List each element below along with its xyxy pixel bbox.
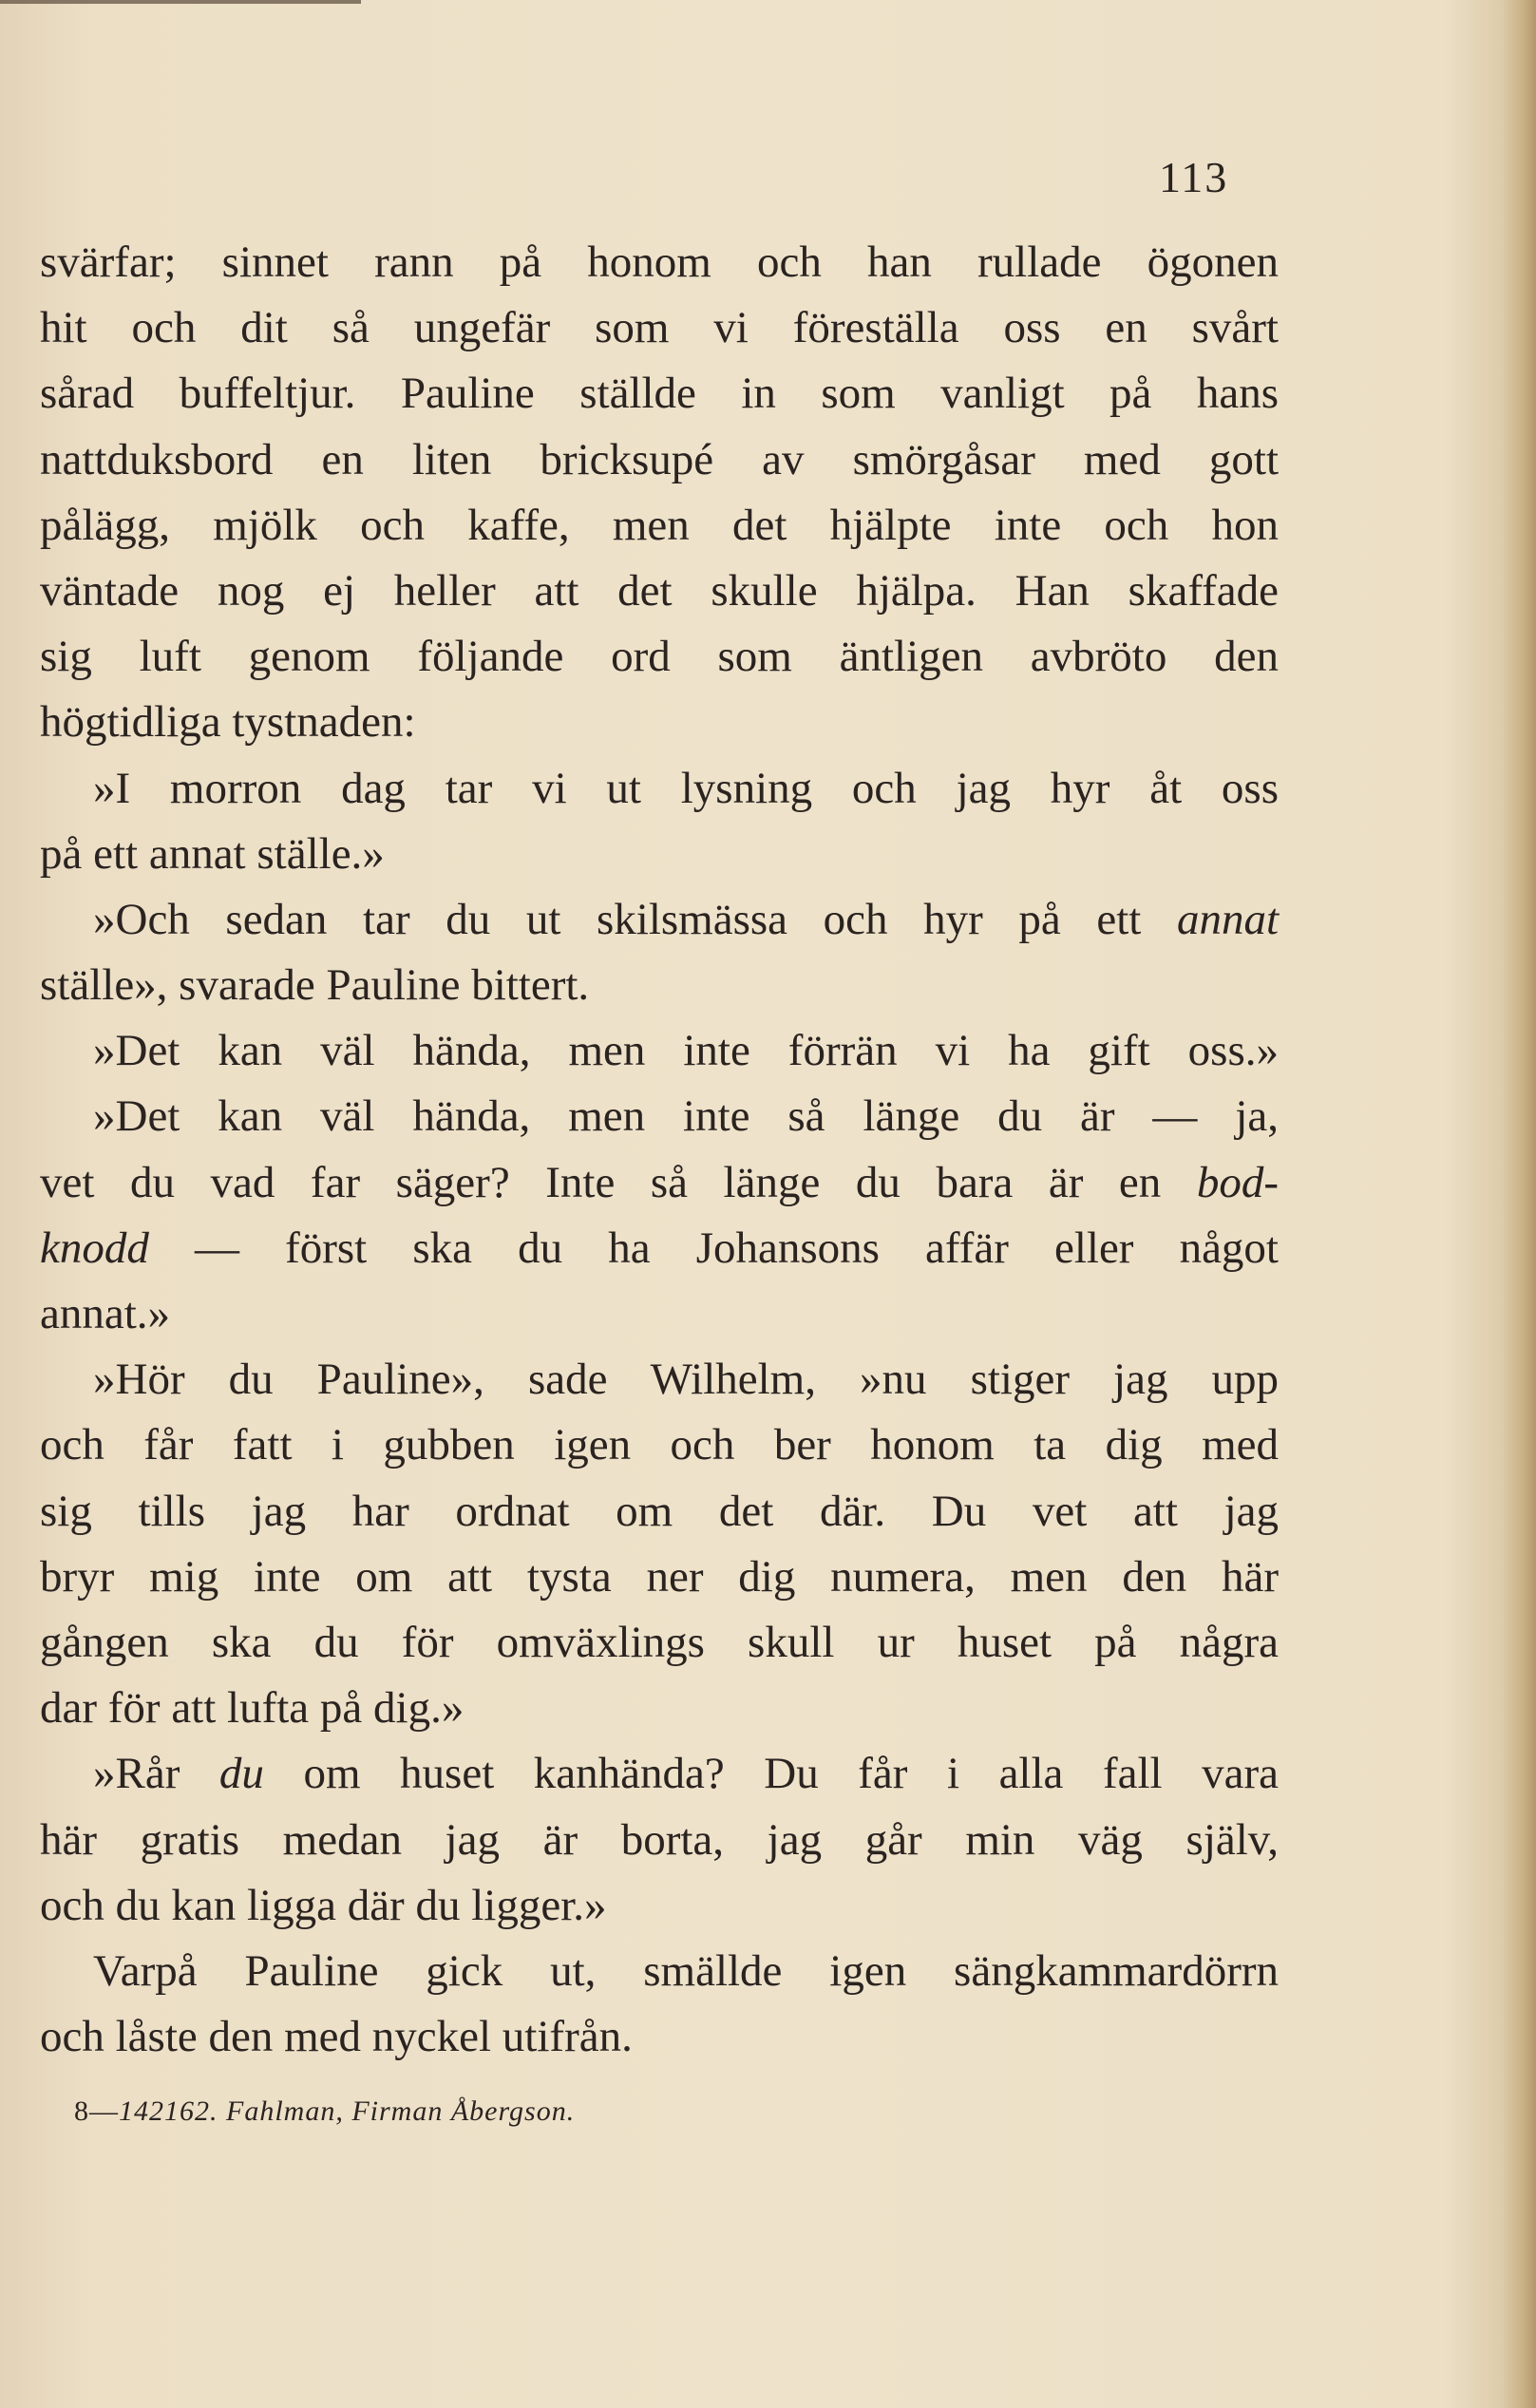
text-line: och får fatt i gubben igen och ber honom ta dig med [40,1420,1279,1470]
text-line: sig tills jag har ordnat om det där. Du vet att jag [40,1486,1279,1536]
text-line: och låste den med nyckel utifrån. [40,2012,633,2062]
italic-word: bod- [1196,1157,1279,1207]
text-line: här gratis medan jag är borta, jag går min väg själv, [40,1814,1279,1865]
text-line: väntade nog ej heller att det skulle hjälpa. Han skaffade [40,565,1279,616]
text-line: nattduksbord en liten bricksupé av smörgåsar med gott [40,434,1279,484]
text-line: »Hör du Pauline», sade Wilhelm, »nu stiger jag upp [93,1355,1279,1405]
text-line: på ett annat ställe.» [40,828,385,879]
text-line: Varpå Pauline gick ut, smällde igen sängkammardörrn [93,1945,1279,1996]
text-line: annat.» [40,1289,171,1338]
text-line: svärfar; sinnet rann på honom och han rullade ögonen [40,237,1279,287]
italic-word: knodd [40,1223,149,1273]
text-line: gången ska du för omväxlings skull ur huset på några [40,1617,1279,1667]
text-line: »Och sedan tar du ut skilsmässa och hyr på ett annat [93,894,1279,944]
text-line: hit och dit så ungefär som vi föreställa oss en svårt [40,303,1279,353]
signature-title: Firman Åbergson. [351,2095,576,2127]
top-edge-mark [0,0,361,4]
text-line: »I morron dag tar vi ut lysning och jag hyr åt oss [93,763,1279,813]
text-line: högtidliga tystnaden: [40,697,416,748]
text-line: bryr mig inte om att tysta ner dig numera, men den här [40,1551,1279,1602]
text-line: »Rår du om huset kanhända? Du får i alla fall vara [93,1749,1279,1799]
printer-signature: 8—142162. Fahlman, Firman Åbergson. [74,2095,576,2127]
text-line: vet du vad far säger? Inte så länge du bara är en bod- [40,1157,1279,1207]
italic-word: annat [1176,894,1279,944]
text-line: sårad buffeltjur. Pauline ställde in som vanligt på hans [40,369,1279,419]
text-line: »Det kan väl hända, men inte förrän vi ha gift oss.» [93,1026,1279,1076]
text-line: sig luft genom följande ord som äntligen avbröto den [40,632,1279,682]
page-number: 113 [1159,153,1229,201]
text-line: pålägg, mjölk och kaffe, men det hjälpte inte och hon [40,500,1279,550]
text-line: och du kan ligga där du ligger.» [40,1880,607,1930]
body-text [40,230,1279,2070]
text-line: knodd — först ska du ha Johansons affär eller något [40,1223,1279,1273]
signature-author: Fahlman, [226,2095,344,2127]
italic-word: du [218,1749,264,1799]
page-edge-shadow [1502,0,1536,2408]
text-line: »Det kan väl hända, men inte så länge du är — ja, [93,1091,1279,1142]
text-line: ställe», svarade Pauline bittert. [40,960,590,1011]
text-line: dar för att lufta på dig.» [40,1683,465,1734]
signature-number: 142162. [119,2095,218,2127]
